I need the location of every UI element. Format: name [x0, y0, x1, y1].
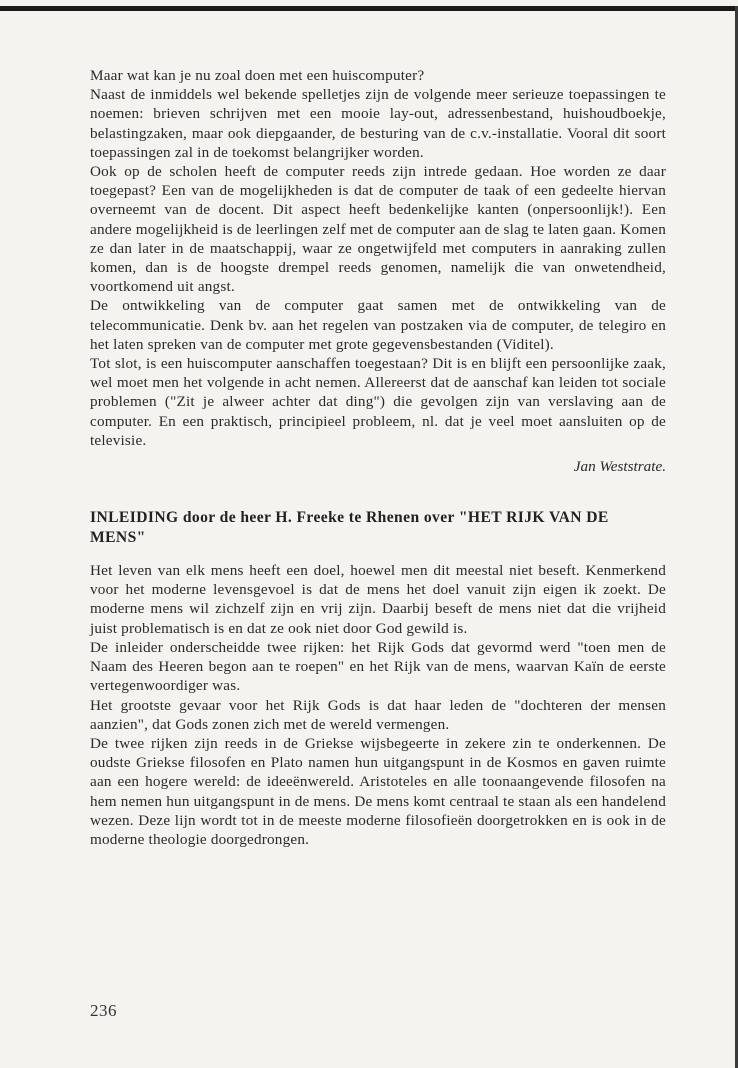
- paragraph: De twee rijken zijn reeds in de Griekse wijsbegeerte in zekere zin te onderkennen. De oudste Griekse filosofen en Plato namen hun uitgangspunt in de Kosmos en gaven ruimte aan een hogere wereld: de ideeënwereld. Aristoteles en alle toonaangevende filosofen na hem nemen hun uitgangspunt in de mens. De mens komt centraal te staan als een handelend wezen. Deze lijn wordt tot in de meeste moderne filosofieën doorgetrokken en is ook in de moderne theologie doorgedrongen.: [90, 734, 666, 848]
- page-number: 236: [90, 1001, 117, 1020]
- top-border-rule: [0, 6, 738, 11]
- paragraph: De ontwikkeling van de computer gaat samen met de ontwikkeling van de telecommunicatie. Denk bv. aan het regelen van postzaken via de computer, de telegiro en het laten spreken van de computer met grote gegevensbestanden (Viditel).: [90, 297, 666, 353]
- paragraph: De inleider onderscheidde twee rijken: het Rijk Gods dat gevormd werd "toen men de Naam des Heeren begon aan te roepen" en het Rijk van de mens, waarvan Kaïn de eerste vertegenwoordiger was.: [90, 638, 666, 695]
- article-huiscomputer: [90, 66, 666, 476]
- author-signature: Jan Weststrate.: [573, 458, 666, 476]
- paragraph: Ook op de scholen heeft de computer reeds zijn intrede gedaan. Hoe worden ze daar toegepast? Een van de mogelijkheden is dat de computer de taak of een gedeelte hiervan overneemt van de docent. Dit aspect heeft bedenkelijke kanten (onpersoonlijk!). Een andere mogelijkheid is de leerlingen zelf met de computer aan de slag te laten gaan. Komen ze dan later in de maatschappij, waar ze ongetwijfeld met computers in aanraking zullen komen, dan is de hoogste drempel reeds genomen, namelijk die van onwetendheid, voortkomend uit angst.: [90, 163, 666, 296]
- section-heading: INLEIDING door de heer H. Freeke te Rhenen over "HET RIJK VAN DE MENS": [90, 509, 609, 546]
- page-body: [90, 66, 666, 849]
- paragraph: Maar wat kan je nu zoal doen met een huiscomputer?: [90, 67, 425, 84]
- paragraph: Het grootste gevaar voor het Rijk Gods is dat haar leden de "dochteren der mensen aanzien", dat Gods zonen zich met de wereld vermengen.: [90, 696, 666, 733]
- paragraph: Het leven van elk mens heeft een doel, hoewel men dit meestal niet beseft. Kenmerkend voor het moderne levensgevoel is dat de mens het doel vanuit zijn eigen ik zoekt. De moderne mens wil zichzelf zijn en vrij zijn. Daarbij beseft de mens niet dat die vrijheid juist problematisch is en dat ze ook niet door God gewild is.: [90, 562, 666, 637]
- paragraph: Naast de inmiddels wel bekende spelletjes zijn de volgende meer serieuze toepassingen te noemen: brieven schrijven met een mooie lay-out, adressenbestand, huishoudboekje, belastingzaken, maar ook diepgaander, de besturing van de c.v.-installatie. Vooral dit soort toepassingen zal in de toekomst belangrijker worden.: [90, 86, 666, 161]
- paragraph: Tot slot, is een huiscomputer aanschaffen toegestaan? Dit is en blijft een persoonlijke zaak, wel moet men het volgende in acht nemen. Allereerst dat de aanschaf kan leiden tot sociale problemen ("Zit je alweer achter dat ding") die gevolgen zijn van verslaving aan de computer. En een praktisch, principieel probleem, nl. dat je veel moet aansluiten op de televisie.: [90, 355, 666, 449]
- article-rijk-van-de-mens: [90, 508, 666, 849]
